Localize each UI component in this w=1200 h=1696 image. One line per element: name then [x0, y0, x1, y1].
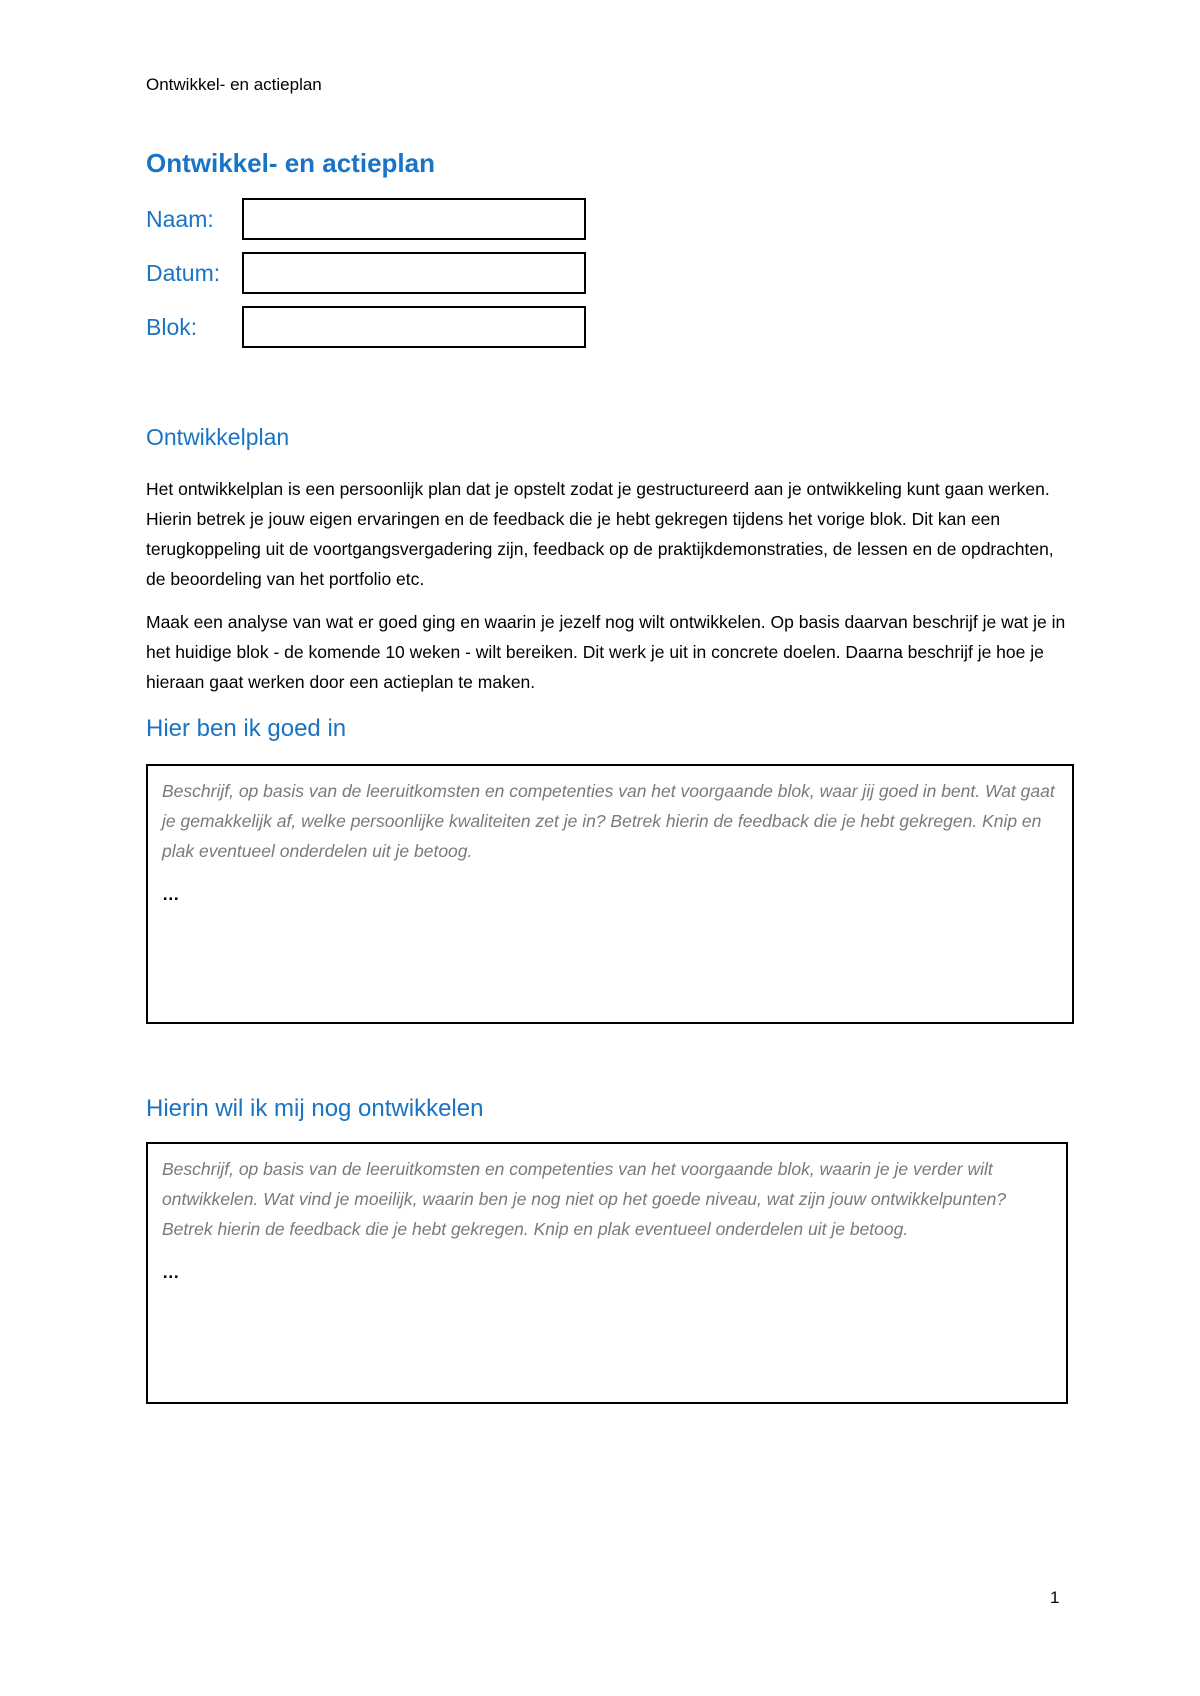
running-header: Ontwikkel- en actieplan — [146, 75, 322, 94]
ontwikkelplan-heading: Ontwikkelplan — [146, 424, 290, 450]
goed-in-heading: Hier ben ik goed in — [146, 715, 347, 742]
ontwikkelplan-paragraph-1: Het ontwikkelplan is een persoonlijk plan dat je opstelt zodat je gestructureerd aan je ontwikkeling kunt gaan werken. Hierin betrek je jouw eigen ervaringen en de feedback die je hebt gekregen tijdens het vorige blok. Dit kan een terugkoppeling uit de voortgangsvergadering zijn, feedback op de praktijkdemonstraties, de lessen en de opdrachten, de beoordeling van het portfolio etc. — [146, 479, 1054, 589]
date-field-row — [146, 252, 596, 298]
ontwikkelen-instruction: Beschrijf, op basis van de leeruitkomsten en competenties van het voorgaande blok, waarin je je verder wilt ontwikkelen. Wat vind je moeilijk, waarin ben je nog niet op het goede niveau, wat zijn jouw ontwikkelpunten? Betrek hierin de feedback die je hebt gekregen. Knip en plak eventueel onderdelen uit je betoog. — [162, 1159, 1007, 1239]
goed-in-answer[interactable]: … — [162, 884, 180, 904]
block-input-box[interactable] — [242, 306, 586, 348]
block-label: Blok: — [146, 314, 198, 340]
block-field-row — [146, 306, 596, 352]
name-label: Naam: — [146, 206, 214, 232]
document-title: Ontwikkel- en actieplan — [146, 148, 435, 178]
goed-in-answer-box[interactable] — [146, 764, 1074, 1024]
ontwikkelen-answer-box[interactable] — [146, 1142, 1068, 1404]
page-number: 1 — [1050, 1588, 1060, 1607]
ontwikkelen-heading: Hierin wil ik mij nog ontwikkelen — [146, 1095, 484, 1122]
ontwikkelen-answer[interactable]: … — [162, 1262, 180, 1282]
name-input-box[interactable] — [242, 198, 586, 240]
date-label: Datum: — [146, 260, 221, 286]
date-input-box[interactable] — [242, 252, 586, 294]
goed-in-instruction: Beschrijf, op basis van de leeruitkomsten en competenties van het voorgaande blok, waar jij goed in bent. Wat gaat je gemakkelijk af, welke persoonlijke kwaliteiten zet je in? Betrek hierin de feedback die je hebt gekregen. Knip en plak eventueel onderdelen uit je betoog. — [162, 781, 1055, 861]
name-field-row — [146, 198, 596, 244]
ontwikkelplan-paragraph-2: Maak een analyse van wat er goed ging en waarin je jezelf nog wilt ontwikkelen. Op basis daarvan beschrijf je wat je in het huidige blok - de komende 10 weken - wilt bereiken. Dit werk je uit in concrete doelen. Daarna beschrijf je hoe je hieraan gaat werken door een actieplan te maken. — [146, 612, 1066, 692]
